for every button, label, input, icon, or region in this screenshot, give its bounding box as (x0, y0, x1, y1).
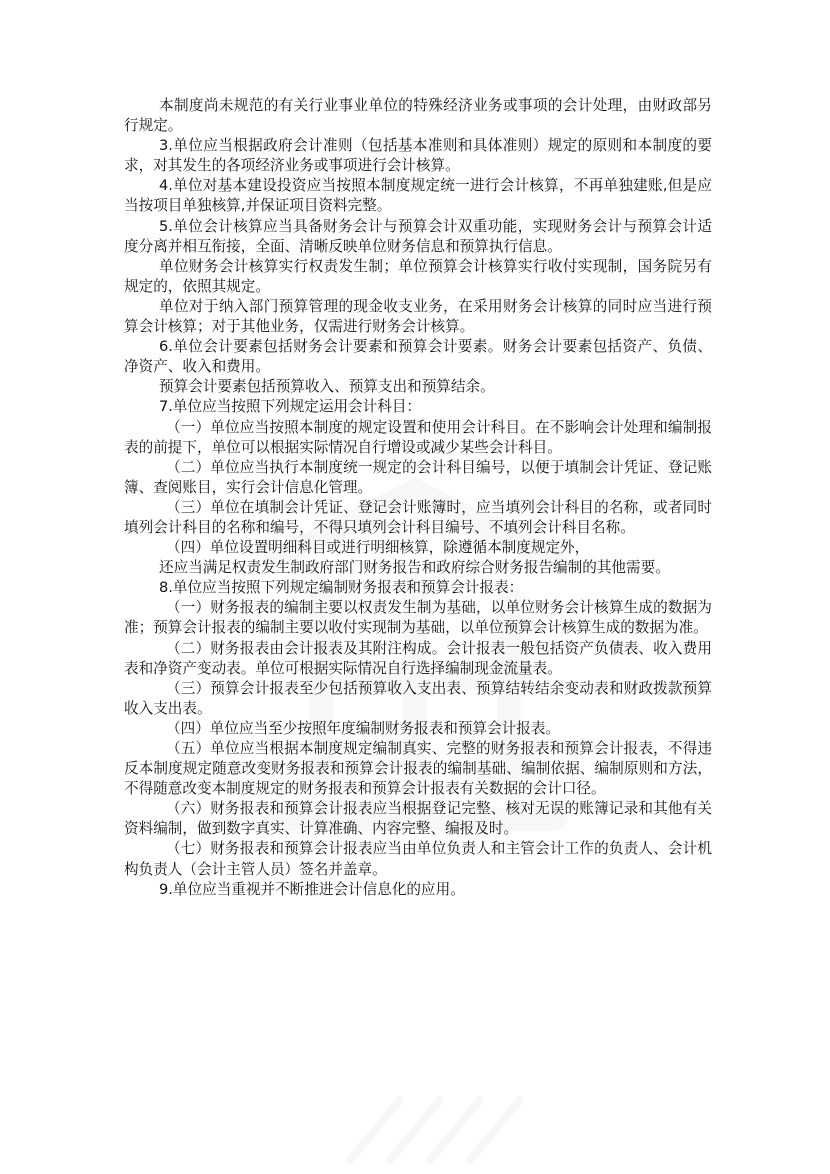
paragraph: 3.单位应当根据政府会计准则（包括基本准则和具体准则）规定的原则和本制度的要求，对其发生的各项经济业务或事项进行会计核算。 (124, 137, 712, 175)
paragraph: （六）财务报表和预算会计报表应当根据登记完整、核对无误的账簿记录和其他有关资料编制，做到数字真实、计算准确、内容完整、编报及时。 (124, 800, 712, 838)
watermark-bottom-icon (330, 1080, 530, 1170)
paragraph: 预算会计要素包括预算收入、预算支出和预算结余。 (159, 378, 495, 396)
paragraph: 4.单位对基本建设投资应当按照本制度规定统一进行会计核算，不再单独建账,但是应当按项目单独核算,并保证项目资料完整。 (124, 177, 712, 215)
paragraph: （七）财务报表和预算会计报表应当由单位负责人和主管会计工作的负责人、会计机构负责人（会计主管人员）签名并盖章。 (124, 840, 712, 878)
paragraph: （四）单位应当至少按照年度编制财务报表和预算会计报表。 (166, 719, 561, 737)
paragraph: （四）单位设置明细科目或进行明细核算，除遵循本制度规定外， (166, 539, 590, 557)
paragraph: 单位对于纳入部门预算管理的现金收支业务，在采用财务会计核算的同时应当进行预算会计核算；对于其他业务，仅需进行财务会计核算。 (124, 297, 712, 336)
paragraph: 7.单位应当按照下列规定运用会计科目： (159, 398, 422, 416)
paragraph: （三）单位在填制会计凭证、登记会计账簿时，应当填列会计科目的名称，或者同时填列会计科目的名称和编号，不得只填列会计科目编号、不填列会计科目名称。 (124, 498, 712, 536)
paragraph: 5.单位会计核算应当具备财务会计与预算会计双重功能，实现财务会计与预算会计适度分离并相互衔接，全面、清晰反映单位财务信息和预算执行信息。 (124, 217, 712, 255)
paragraph: 6.单位会计要素包括财务会计要素和预算会计要素。财务会计要素包括资产、负债、净资产、收入和费用。 (124, 338, 712, 376)
paragraph: 还应当满足权责发生制政府部门财务报告和政府综合财务报告编制的其他需要。 (159, 559, 670, 577)
paragraph: 本制度尚未规范的有关行业事业单位的特殊经济业务或事项的会计处理，由财政部另行规定。 (124, 97, 712, 135)
paragraph: （一）单位应当按照本制度的规定设置和使用会计科目。在不影响会计处理和编制报表的前提下，单位可以根据实际情况自行增设或减少某些会计科目。 (124, 418, 712, 456)
document-body (124, 96, 712, 900)
paragraph: 9.单位应当重视并不断推进会计信息化的应用。 (159, 880, 465, 898)
paragraph: （三）预算会计报表至少包括预算收入支出表、预算结转结余变动表和财政拨款预算收入支出表。 (124, 679, 712, 717)
paragraph: 8.单位应当按照下列规定编制财务报表和预算会计报表： (159, 579, 524, 597)
paragraph: （二）单位应当执行本制度统一规定的会计科目编号，以便于填制会计凭证、登记账簿、查阅账目，实行会计信息化管理。 (124, 458, 712, 496)
paragraph: （五）单位应当根据本制度规定编制真实、完整的财务报表和预算会计报表，不得违反本制度规定随意改变财务报表和预算会计报表的编制基础、编制依据、编制原则和方法，不得随意改变本制度规定的财务报表和预算会计报表有关数据的会计口径。 (124, 740, 712, 798)
paragraph: 单位财务会计核算实行权责发生制；单位预算会计核算实行收付实现制，国务院另有规定的，依照其规定。 (124, 257, 712, 295)
paragraph: （一）财务报表的编制主要以权责发生制为基础，以单位财务会计核算生成的数据为准；预算会计报表的编制主要以收付实现制为基础，以单位预算会计核算生成的数据为准。 (124, 599, 712, 637)
paragraph: （二）财务报表由会计报表及其附注构成。会计报表一般包括资产负债表、收入费用表和净资产变动表。单位可根据实际情况自行选择编制现金流量表。 (124, 639, 712, 677)
